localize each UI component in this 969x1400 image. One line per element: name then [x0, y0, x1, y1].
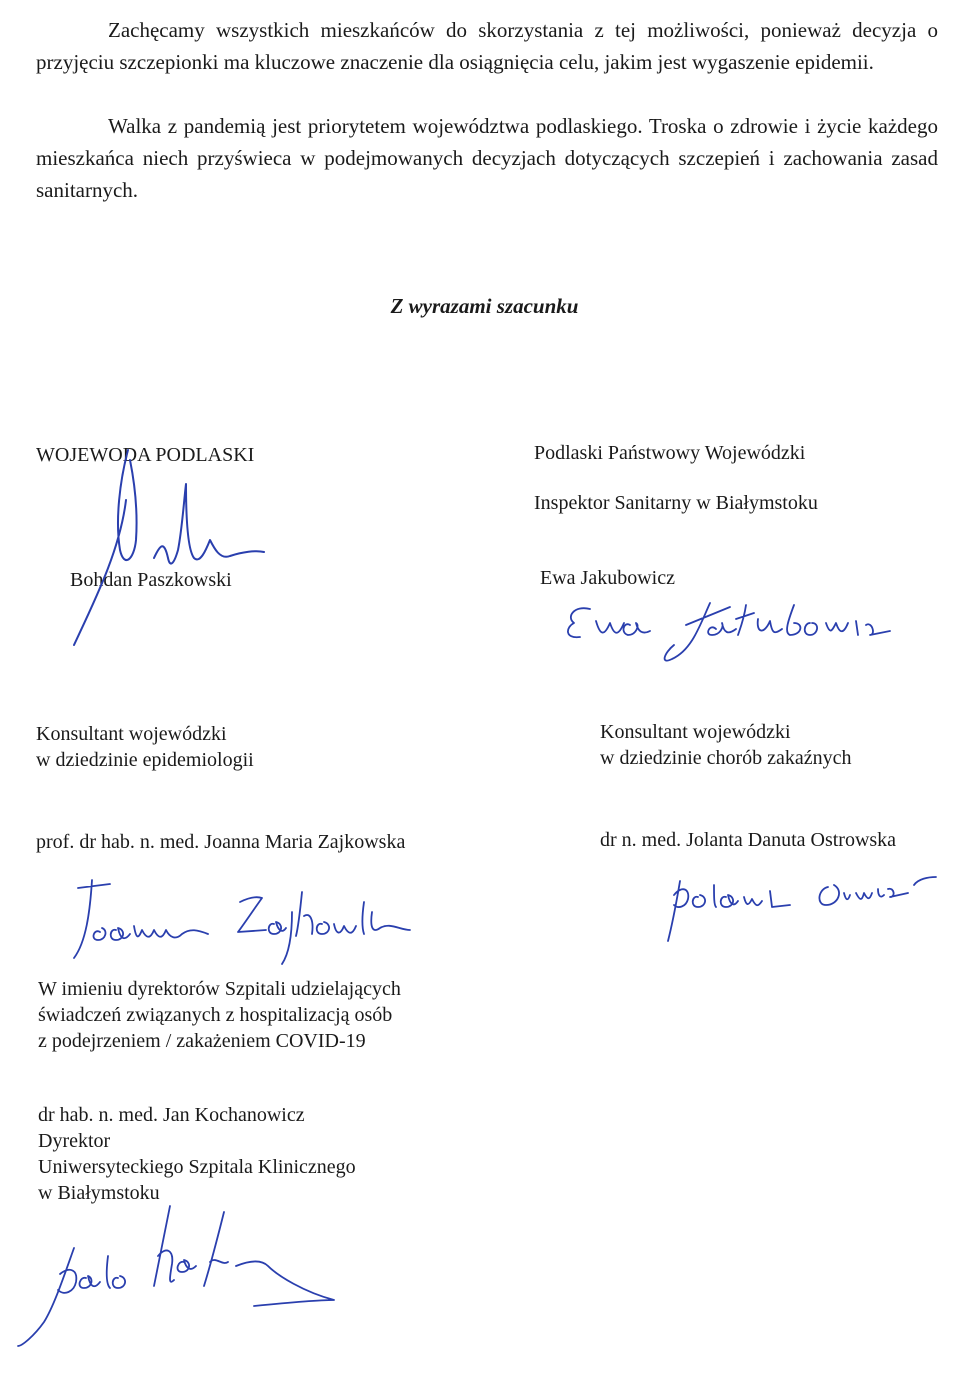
konsultant-epidemiologia-line1: Konsultant wojewódzki	[36, 723, 227, 745]
wojewoda-title: WOJEWODA PODLASKI	[36, 444, 255, 466]
kochanowicz-role: Dyrektor	[38, 1130, 111, 1152]
wojewoda-name: Bohdan Paszkowski	[70, 569, 232, 591]
kochanowicz-block	[38, 1102, 356, 1206]
konsultant-choroby-title	[600, 719, 852, 771]
inspektor-title-line2: Inspektor Sanitarny w Białymstoku	[534, 492, 818, 514]
closing-salutation: Z wyrazami szacunku	[390, 294, 579, 318]
konsultant-choroby-line1: Konsultant wojewódzki	[600, 721, 791, 743]
paragraph-encouragement: Zachęcamy wszystkich mieszkańców do skorzystania z tej możliwości, ponieważ decyzja o przyjęciu szczepionki ma kluczowe znaczenie dla osiągnięcia celu, jakim jest wygaszenie epidemii.	[36, 18, 938, 74]
dyrektorzy-statement	[38, 976, 401, 1054]
dyrektorzy-line1: W imieniu dyrektorów Szpitali udzielających	[38, 978, 401, 1000]
dyrektorzy-line3: z podejrzeniem / zakażeniem COVID-19	[38, 1030, 366, 1052]
signature-ostrowska-icon	[660, 865, 950, 950]
signature-kochanowicz-icon	[14, 1196, 354, 1356]
inspektor-title-line1: Podlaski Państwowy Wojewódzki	[534, 442, 806, 464]
konsultant-epidemiologia-name: prof. dr hab. n. med. Joanna Maria Zajkowska	[36, 831, 406, 853]
dyrektorzy-line2: świadczeń związanych z hospitalizacją osób	[38, 1004, 393, 1026]
kochanowicz-institution: Uniwersyteckiego Szpitala Klinicznego	[38, 1156, 356, 1178]
konsultant-epidemiologia-title	[36, 721, 254, 773]
paragraph-pandemic-priority: Walka z pandemią jest priorytetem województwa podlaskiego. Troska o zdrowie i życie każdego mieszkańca niech przyświeca w podejmowanych decyzjach dotyczących szczepień i zachowania zasad sanitarnych.	[36, 114, 938, 202]
kochanowicz-name: dr hab. n. med. Jan Kochanowicz	[38, 1104, 305, 1126]
konsultant-choroby-line2: w dziedzinie chorób zakaźnych	[600, 747, 852, 769]
inspektor-name: Ewa Jakubowicz	[540, 567, 675, 589]
signature-zajkowska-icon	[70, 872, 420, 967]
konsultant-choroby-name: dr n. med. Jolanta Danuta Ostrowska	[600, 829, 897, 851]
signature-paszkowski-icon	[60, 440, 280, 660]
kochanowicz-city: w Białymstoku	[38, 1182, 160, 1204]
konsultant-epidemiologia-line2: w dziedzinie epidemiologii	[36, 749, 254, 771]
signature-jakubowicz-icon	[560, 595, 910, 670]
